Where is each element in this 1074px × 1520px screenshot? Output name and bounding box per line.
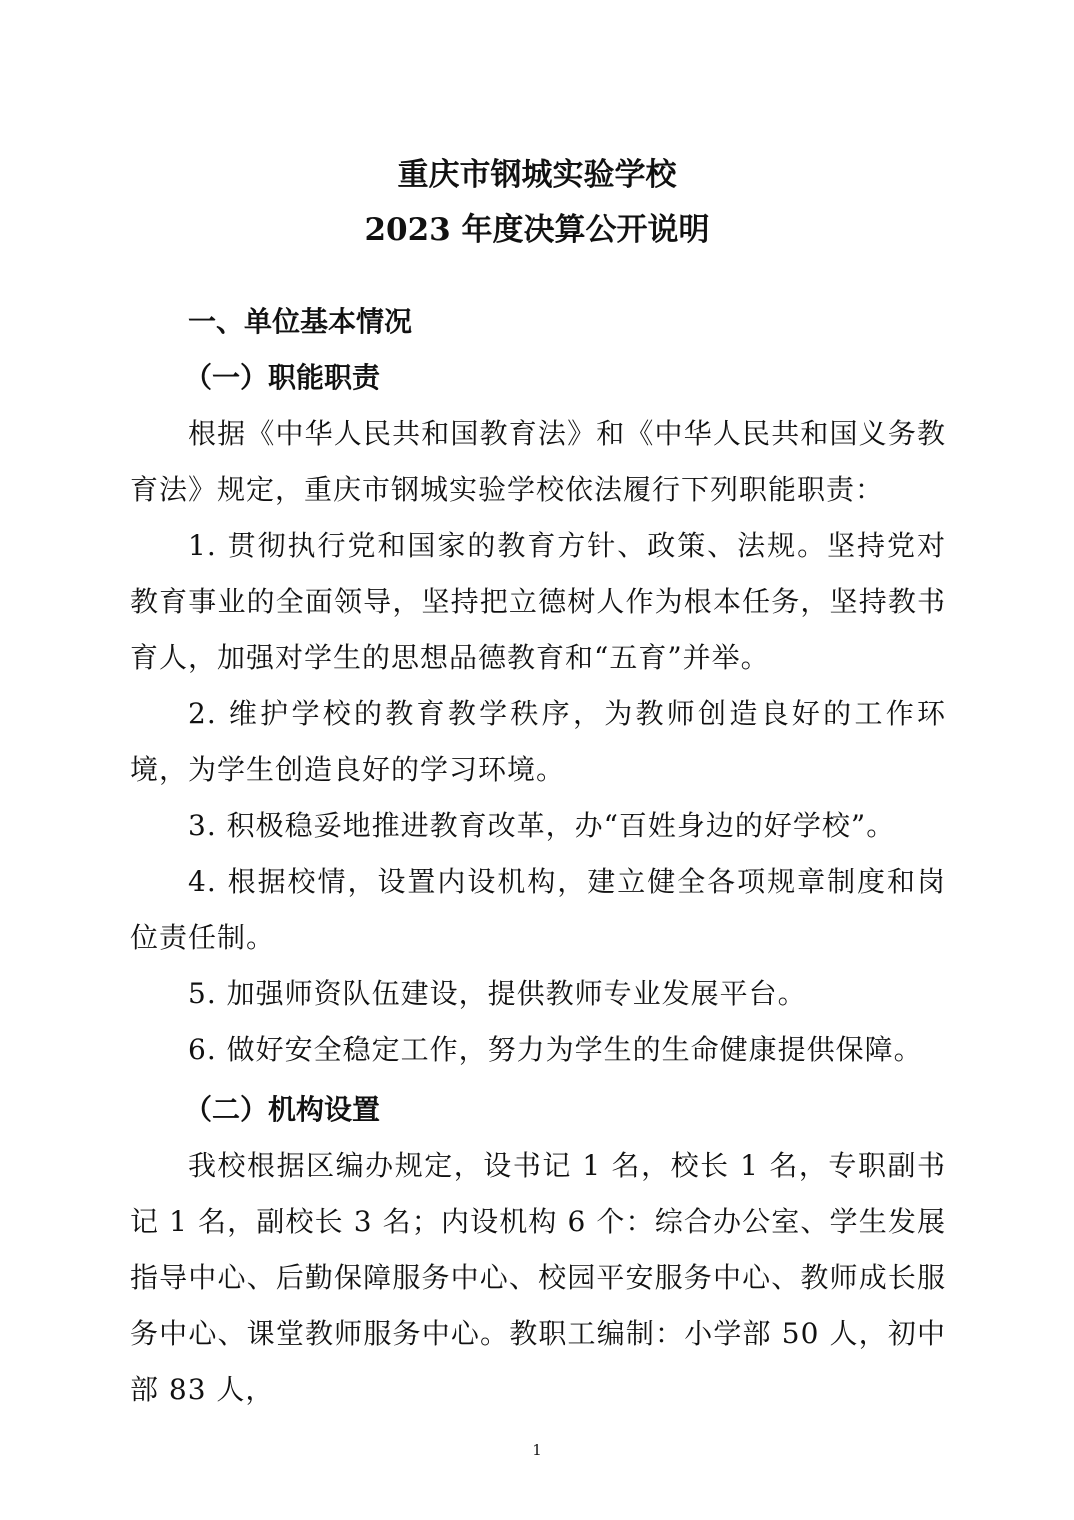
subsection-heading-duties: （一）职能职责 — [184, 361, 381, 394]
document-title-school: 重庆市钢城实验学校 — [397, 157, 677, 193]
section-heading-basic-info: 一、单位基本情况 — [188, 305, 413, 338]
page-number: 1 — [532, 1441, 542, 1459]
duty-item-4: 4. 根据校情，设置内设机构，建立健全各项规章制度和岗位责任制。 — [130, 865, 946, 954]
document-title-report: 2023 年度决算公开说明 — [364, 212, 710, 248]
duty-item-1: 1. 贯彻执行党和国家的教育方针、政策、法规。坚持党对教育事业的全面领导，坚持把立德树人作为根本任务，坚持教书育人，加强对学生的思想品德教育和“五育”并举。 — [130, 529, 946, 674]
duty-item-3: 3. 积极稳妥地推进教育改革，办“百姓身边的好学校”。 — [188, 809, 896, 842]
intro-paragraph: 根据《中华人民共和国教育法》和《中华人民共和国义务教育法》规定，重庆市钢城实验学校依法履行下列职能职责： — [130, 417, 946, 506]
subsection-heading-organization: （二）机构设置 — [184, 1093, 381, 1126]
duty-item-6: 6. 做好安全稳定工作，努力为学生的生命健康提供保障。 — [188, 1033, 923, 1066]
duty-item-2: 2. 维护学校的教育教学秩序，为教师创造良好的工作环境，为学生创造良好的学习环境。 — [130, 697, 946, 786]
organization-paragraph: 我校根据区编办规定，设书记 1 名，校长 1 名，专职副书记 1 名，副校长 3 名；内设机构 6 个：综合办公室、学生发展指导中心、后勤保障服务中心、校园平安服务中心、教师成长服务中心、课堂教师服务中心。教职工编制：小学部 50 人，初中部 83 人， — [130, 1149, 946, 1406]
duty-item-5: 5. 加强师资队伍建设，提供教师专业发展平台。 — [188, 977, 807, 1010]
